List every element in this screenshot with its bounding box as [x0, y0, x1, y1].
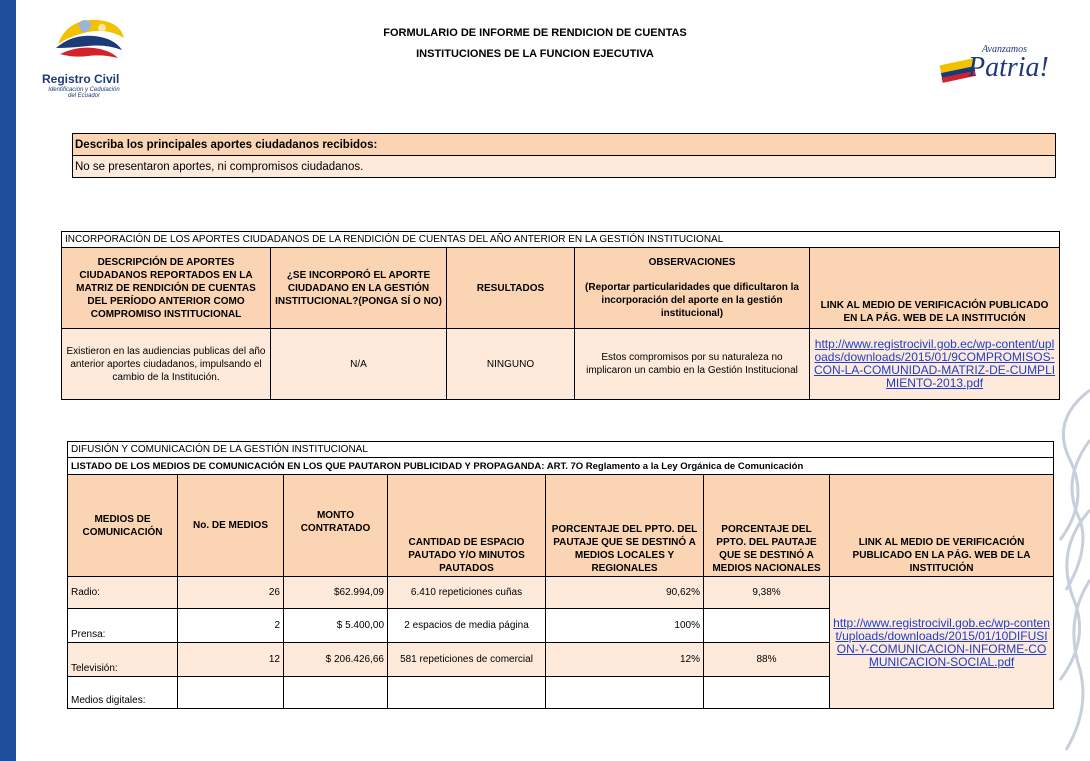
registro-civil-logo: [28, 14, 138, 100]
espacio-cell: 581 repeticiones de comercial: [388, 643, 546, 677]
medio-cell: Prensa:: [68, 609, 178, 643]
locales-cell: 12%: [546, 643, 704, 677]
locales-cell: 90,62%: [546, 577, 704, 609]
header-numero: No. DE MEDIOS: [178, 475, 284, 577]
numero-cell: 2: [178, 609, 284, 643]
header-link: LINK AL MEDIO DE VERIFICACIÓN PUBLICADO EN LA PÁG. WEB DE LA INSTITUCIÓN: [830, 475, 1054, 577]
form-subtitle: INSTITUCIONES DE LA FUNCION EJECUTIVA: [416, 48, 654, 60]
nacionales-cell: 88%: [704, 643, 830, 677]
header-espacio: CANTIDAD DE ESPACIO PAUTADO Y/O MINUTOS PAUTADOS: [388, 475, 546, 577]
locales-cell: [546, 677, 704, 709]
row-observaciones: Estos compromisos por su naturaleza no implicaron un cambio en la Gestión Institucional: [575, 329, 810, 400]
espacio-cell: [388, 677, 546, 709]
header-link: LINK AL MEDIO DE VERIFICACIÓN PUBLICADO EN LA PÁG. WEB DE LA INSTITUCIÓN: [810, 248, 1060, 329]
header-descripcion: DESCRIPCIÓN DE APORTES CIUDADANOS REPORTADOS EN LA MATRIZ DE RENDICIÓN DE CUENTAS DEL PERÍODO ANTERIOR COMO COMPROMISO INSTITUCIONAL: [62, 248, 271, 329]
registro-civil-emblem-icon: [48, 14, 128, 70]
monto-cell: $ 5.400,00: [284, 609, 388, 643]
nacionales-cell: [704, 609, 830, 643]
patria-logo-top: Avanzamos: [982, 44, 1027, 55]
numero-cell: 26: [178, 577, 284, 609]
header-observaciones: [575, 248, 810, 329]
medio-cell: Medios digitales:: [68, 677, 178, 709]
espacio-cell: 6.410 repeticiones cuñas: [388, 577, 546, 609]
header-resultados: RESULTADOS: [447, 248, 575, 329]
header-observaciones-label: OBSERVACIONES: [648, 257, 736, 268]
difusion-subtitle: LISTADO DE LOS MEDIOS DE COMUNICACIÓN EN LOS QUE PAUTARON PUBLICIDAD Y PROPAGANDA: ART. 7O Reglamento a la Ley Orgánica de Comunicación: [68, 458, 1054, 475]
registro-civil-name: Registro Civil: [42, 72, 120, 86]
difusion-title: DIFUSIÓN Y COMUNICACIÓN DE LA GESTIÓN INSTITUCIONAL: [68, 442, 1054, 458]
difusion-table: [67, 441, 1054, 709]
patria-logo-main: Patria!: [968, 52, 1049, 83]
locales-cell: 100%: [546, 609, 704, 643]
monto-cell: $ 206.426,66: [284, 643, 388, 677]
aportes-question: Describa los principales aportes ciudadanos recibidos:: [73, 134, 1056, 156]
aportes-table: [72, 133, 1056, 178]
medio-cell: Radio:: [68, 577, 178, 609]
verification-link[interactable]: http://www.registrocivil.gob.ec/wp-content/uploads/downloads/2015/01/9COMPROMISOS-CON-LA-COMUNIDAD-MATRIZ-DE-CUMPLIMIENTO-2013.pdf: [810, 329, 1060, 400]
header-monto: MONTO CONTRATADO: [284, 475, 388, 577]
nacionales-cell: [704, 677, 830, 709]
row-resultados: NINGUNO: [447, 329, 575, 400]
medio-cell: Televisión:: [68, 643, 178, 677]
header-locales: PORCENTAJE DEL PPTO. DEL PAUTAJE QUE SE DESTINÓ A MEDIOS LOCALES Y REGIONALES: [546, 475, 704, 577]
incorporacion-table: [61, 231, 1060, 400]
left-accent-bar: [0, 0, 16, 761]
row-descripcion: Existieron en las audiencias publicas del año anterior aportes ciudadanos, impulsando el cambio de la Institución.: [62, 329, 271, 400]
incorporacion-title: INCORPORACIÓN DE LOS APORTES CIUDADANOS DE LA RENDICIÓN DE CUENTAS DEL AÑO ANTERIOR EN LA GESTIÓN INSTITUCIONAL: [62, 232, 1060, 248]
nacionales-cell: 9,38%: [704, 577, 830, 609]
aportes-answer: No se presentaron aportes, ni compromisos ciudadanos.: [73, 156, 1056, 178]
header-medios: MEDIOS DE COMUNICACIÓN: [68, 475, 178, 577]
monto-cell: [284, 677, 388, 709]
avanzamos-patria-logo: [938, 36, 1068, 88]
header-incorporo: ¿SE INCORPORÓ EL APORTE CIUDADANO EN LA GESTIÓN INSTITUCIONAL?(PONGA SÍ O NO): [271, 248, 447, 329]
header-nacionales: PORCENTAJE DEL PPTO. DEL PAUTAJE QUE SE DESTINÓ A MEDIOS NACIONALES: [704, 475, 830, 577]
difusion-verification-link[interactable]: http://www.registrocivil.gob.ec/wp-content/uploads/downloads/2015/01/10DIFUSION-Y-COMUNICACION-INFORME-COMUNICACION-SOCIAL.pdf: [830, 577, 1054, 709]
table-row: [68, 577, 1054, 609]
espacio-cell: 2 espacios de media página: [388, 609, 546, 643]
row-incorporo: N/A: [271, 329, 447, 400]
numero-cell: [178, 677, 284, 709]
form-title: FORMULARIO DE INFORME DE RENDICION DE CUENTAS: [383, 27, 687, 39]
numero-cell: 12: [178, 643, 284, 677]
monto-cell: $62.994,09: [284, 577, 388, 609]
header-observaciones-note: (Reportar particularidades que dificultaron la incorporación del aporte en la gestión institucional): [585, 282, 799, 319]
registro-civil-tagline: Identificación y Cedulación del Ecuador: [48, 87, 120, 99]
